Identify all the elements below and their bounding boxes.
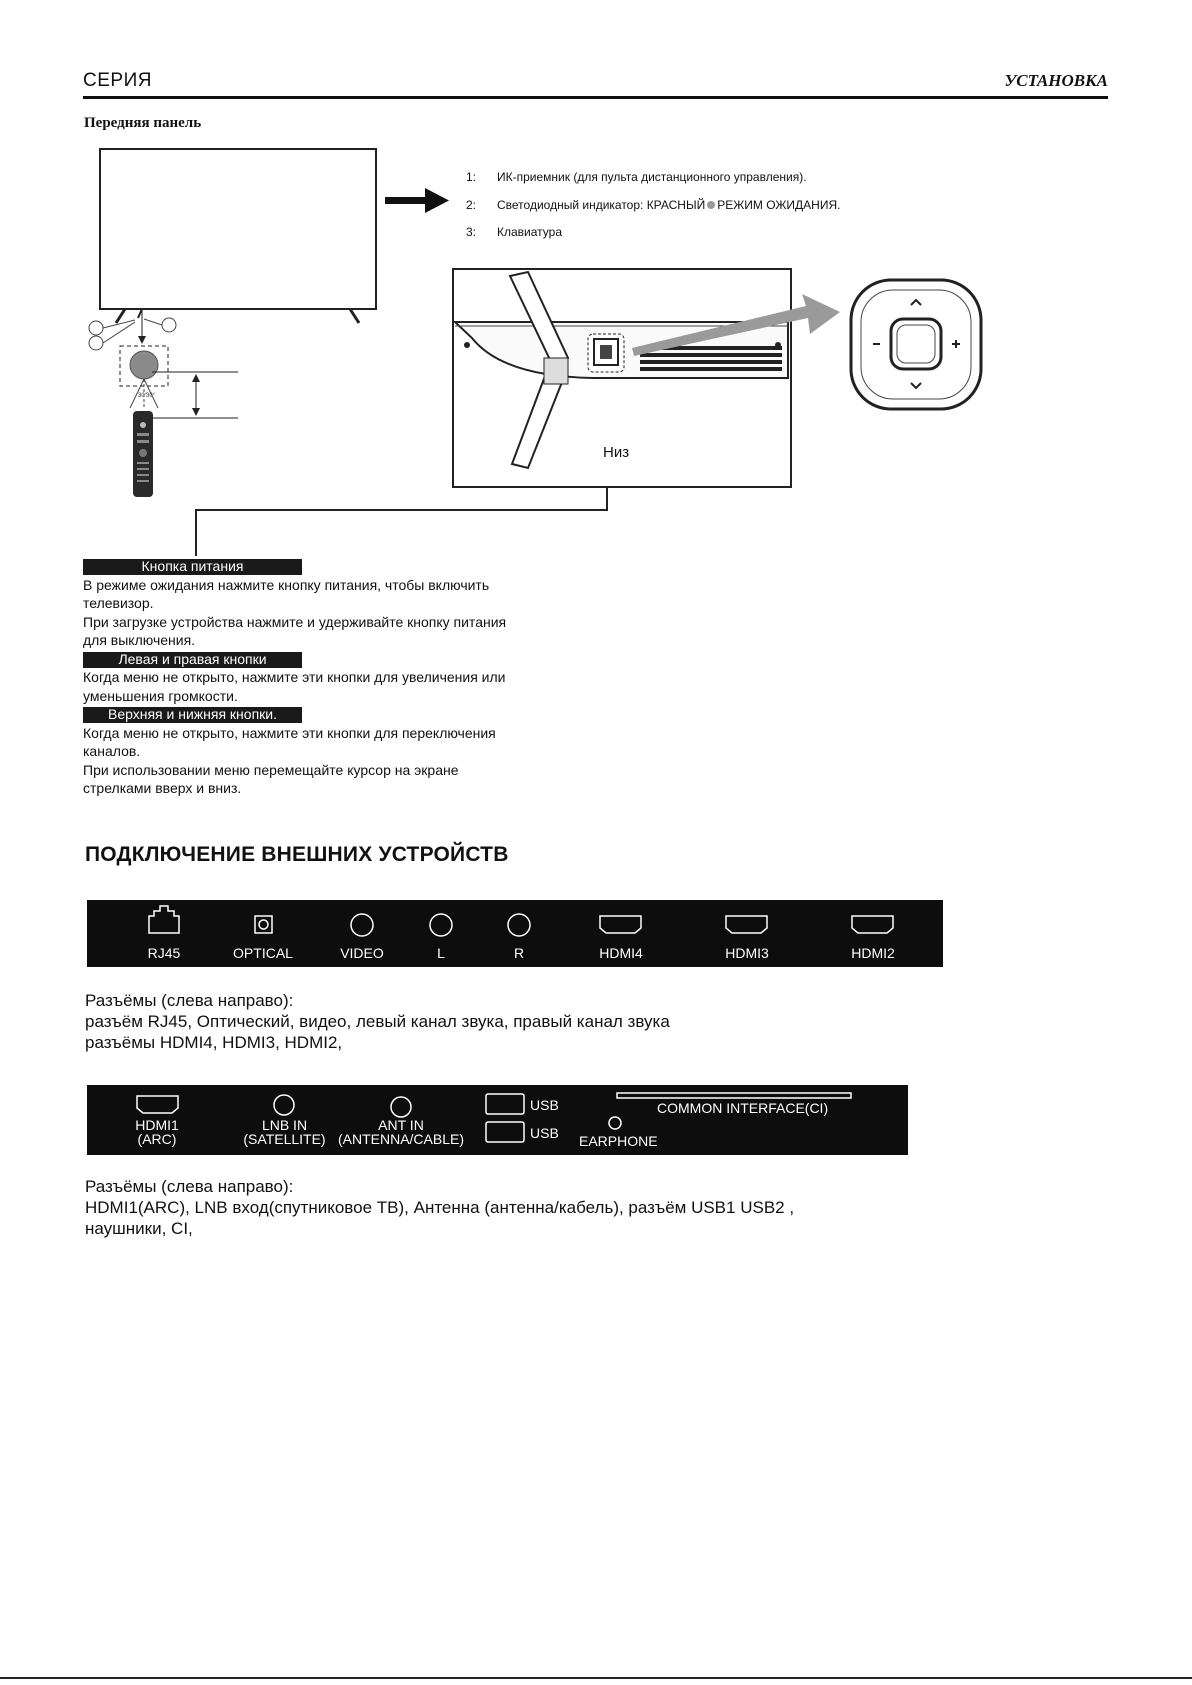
led-dot-icon: [707, 201, 715, 209]
connector-panel-1: [87, 900, 943, 967]
front-panel-title: Передняя панель: [84, 115, 202, 131]
sensor-angle-right: 30°: [146, 393, 156, 399]
video-port-icon: [351, 914, 373, 936]
usb1-port-icon: [486, 1094, 524, 1114]
connector-line: [190, 486, 620, 558]
page-bottom-rule: [0, 1677, 1192, 1679]
hdmi1-port-icon: [137, 1096, 178, 1113]
up-down-line-3: При использовании меню перемещайте курсор на экране: [83, 761, 459, 778]
port-label-earphone: EARPHONE: [579, 1133, 658, 1149]
port-label-l: L: [437, 945, 445, 961]
header-rule: [83, 96, 1108, 99]
ci-slot-icon: [617, 1093, 851, 1098]
tv-front-diagram: [80, 140, 400, 510]
header-section: УСТАНОВКА: [1004, 71, 1108, 90]
left-right-line-2: уменьшения громкости.: [83, 687, 238, 704]
port-label-usb1: USB: [530, 1097, 559, 1113]
power-line-4: для выключения.: [83, 632, 196, 648]
port-label-ant: ANT IN (ANTENNA/CABLE): [337, 1117, 465, 1147]
earphone-port-icon: [609, 1117, 621, 1129]
power-line-1: В режиме ожидания нажмите кнопку питания, чтобы включить: [83, 576, 490, 593]
hdmi3-port-icon: [726, 916, 767, 933]
legend-item-3: 3: Клавиатура: [466, 225, 562, 239]
power-line-2: телевизор.: [83, 595, 154, 611]
keypad-pointer-arrow: [630, 290, 845, 360]
power-line-3: При загрузке устройства нажмите и удерживайте кнопку питания: [83, 613, 507, 630]
up-down-line-4: стрелками вверх и вниз.: [83, 780, 242, 796]
connector-panel-2: [87, 1085, 908, 1155]
keypad-zoom-diagram: [848, 277, 984, 412]
connections-title: ПОДКЛЮЧЕНИЕ ВНЕШНИХ УСТРОЙСТВ: [85, 843, 509, 866]
rj45-port-icon: [149, 906, 179, 933]
audio-l-port-icon: [430, 914, 452, 936]
left-right-line-1: Когда меню не открыто, нажмите эти кнопки для увеличения или: [83, 669, 506, 685]
port-label-lnb: LNB IN (SATELLITE): [243, 1117, 326, 1147]
port-label-ci: COMMON INTERFACE(CI): [657, 1100, 829, 1116]
port-label-rj45: RJ45: [147, 945, 181, 961]
ant-port-icon: [391, 1097, 411, 1117]
hdmi4-port-icon: [600, 916, 641, 933]
port-label-r: R: [513, 945, 525, 961]
usb2-port-icon: [486, 1122, 524, 1142]
power-button-heading: Кнопка питания: [83, 559, 302, 575]
button-descriptions: [83, 557, 643, 798]
port-label-usb2: USB: [530, 1125, 559, 1141]
lnb-port-icon: [274, 1095, 294, 1115]
hdmi2-port-icon: [852, 916, 893, 933]
up-down-heading: Верхняя и нижняя кнопки.: [83, 707, 302, 723]
port-label-hdmi1: HDMI1 (ARC): [135, 1117, 179, 1147]
caption-panel-1: Разъёмы (слева направо): разъём RJ45, Оптический, видео, левый канал звука, правый канал звука разъёмы HDMI4, HDMI3, HDMI2,: [85, 991, 670, 1052]
audio-r-port-icon: [508, 914, 530, 936]
up-down-line-2: каналов.: [83, 743, 141, 759]
left-right-heading: Левая и правая кнопки: [83, 652, 302, 668]
port-label-hdmi2: HDMI2: [851, 945, 895, 961]
optical-port-icon: [255, 916, 272, 933]
arrow-right-icon: [385, 186, 451, 216]
port-label-video: VIDEO: [340, 945, 384, 961]
port-label-hdmi4: HDMI4: [599, 945, 643, 961]
legend-item-1: 1: ИК-приемник (для пульта дистанционного управления).: [466, 170, 807, 184]
sensor-angle-left: 30°: [138, 393, 148, 399]
caption-panel-2: Разъёмы (слева направо): HDMI1(ARC), LNB вход(спутниковое ТВ), Антенна (антенна/кабель), разъём USB1 USB2 , наушники, CI,: [85, 1177, 795, 1238]
port-label-optical: OPTICAL: [233, 945, 293, 961]
port-label-hdmi3: HDMI3: [725, 945, 769, 961]
bottom-label: Низ: [603, 444, 630, 461]
legend-item-2: 2: Светодиодный индикатор: КРАСНЫЙ РЕЖИМ ОЖИДАНИЯ.: [466, 197, 841, 212]
up-down-line-1: Когда меню не открыто, нажмите эти кнопки для переключения: [83, 724, 496, 741]
header-series: СЕРИЯ: [83, 70, 152, 91]
front-panel-legend: [466, 164, 840, 247]
